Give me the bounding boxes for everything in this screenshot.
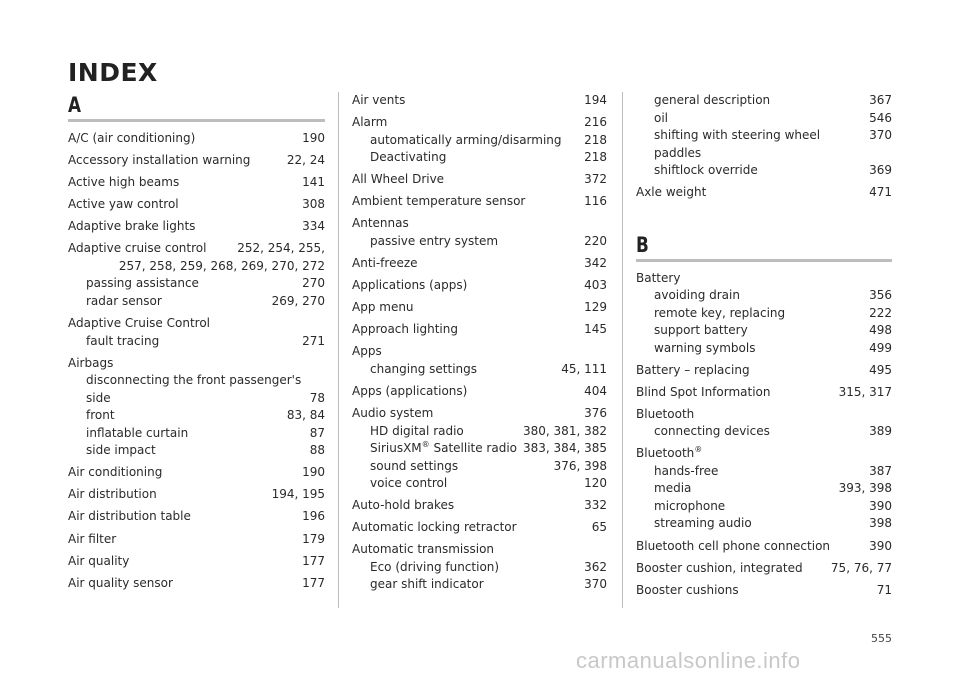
entry-term: support battery	[654, 323, 748, 338]
index-entry	[352, 277, 607, 295]
entry-term: Air conditioning	[68, 465, 163, 480]
entry-term: media	[654, 481, 692, 496]
index-subentry	[352, 559, 607, 577]
entry-pages: 499	[869, 340, 892, 355]
entry-term: gear shift indicator	[370, 577, 484, 592]
entry-pages: 495	[869, 362, 892, 377]
entry-term: Active yaw control	[68, 197, 179, 212]
entry-term: Auto-hold brakes	[352, 498, 455, 513]
entry-pages: 88	[309, 443, 325, 458]
index-entry	[352, 541, 607, 559]
index-entry	[352, 405, 607, 423]
entry-pages: 372	[584, 172, 607, 187]
entry-pages: 270	[302, 276, 325, 291]
index-subentry	[636, 515, 892, 533]
index-subentry	[68, 275, 325, 293]
entry-pages: 342	[584, 255, 607, 270]
index-entry	[352, 519, 607, 537]
index-entry	[352, 255, 607, 273]
index-entry	[636, 445, 892, 463]
entry-term: Active high beams	[68, 175, 180, 190]
entry-pages: 471	[869, 185, 892, 200]
entry-term: Automatic transmission	[352, 542, 495, 557]
entry-pages: 78	[309, 390, 325, 405]
entry-pages: 190	[302, 131, 325, 145]
entry-list	[636, 270, 892, 600]
index-subentry	[636, 480, 892, 498]
entry-pages: 498	[869, 323, 892, 338]
entry-term: A/C (air conditioning)	[68, 131, 196, 145]
watermark: carmanualsonline.info	[576, 648, 801, 673]
entry-pages: 380, 381, 382	[523, 423, 607, 438]
index-entry	[352, 343, 607, 361]
index-subentry	[636, 305, 892, 323]
entry-pages: 362	[584, 559, 607, 574]
index-entry	[352, 114, 607, 132]
index-entry	[352, 215, 607, 233]
entry-term: Airbags	[68, 355, 114, 370]
page-number: 555	[871, 632, 892, 645]
entry-pages: 141	[302, 175, 325, 190]
entry-term: fault tracing	[86, 333, 160, 348]
entry-pages: 404	[584, 383, 607, 398]
entry-term: Antennas	[352, 216, 409, 231]
index-entry	[636, 184, 892, 202]
entry-term: disconnecting the front passenger's	[86, 373, 302, 388]
entry-term: Deactivating	[370, 150, 447, 165]
index-subentry	[352, 132, 607, 150]
entry-term: connecting devices	[654, 424, 770, 439]
entry-term: Alarm	[352, 115, 388, 130]
entry-pages: 196	[302, 509, 325, 524]
index-entry	[68, 240, 325, 275]
entry-pages: 356	[869, 288, 892, 303]
entry-term: warning symbols	[654, 340, 756, 355]
entry-term: sound settings	[370, 458, 459, 473]
entry-pages: 71	[876, 582, 892, 597]
entry-term: Ambient temperature sensor	[352, 194, 526, 209]
index-subentry	[352, 361, 607, 379]
index-subentry	[352, 149, 607, 167]
entry-pages: 218	[584, 132, 607, 147]
entry-term: Booster cushion, integrated	[636, 560, 803, 575]
entry-pages-continued: 257, 258, 259, 268, 269, 270, 272	[118, 258, 325, 273]
entry-pages: 308	[302, 197, 325, 212]
entry-pages: 269, 270	[271, 293, 325, 308]
entry-pages: 22, 24	[286, 153, 325, 168]
entry-term: passing assistance	[86, 276, 199, 291]
entry-term: general description	[654, 93, 771, 107]
entry-term: Bluetooth	[636, 406, 695, 421]
entry-pages: 222	[869, 305, 892, 320]
entry-term: Adaptive Cruise Control	[68, 316, 211, 331]
entry-pages: 194	[584, 93, 607, 107]
index-subentry	[636, 127, 892, 162]
index-subentry	[636, 162, 892, 180]
entry-term: Battery	[636, 270, 681, 285]
entry-term: inflatable curtain	[86, 425, 189, 440]
entry-pages: 65	[591, 520, 607, 535]
index-entry	[636, 538, 892, 556]
index-entry	[68, 355, 325, 373]
entry-pages: 75, 76, 77	[830, 560, 892, 575]
index-entry	[352, 299, 607, 317]
index-entry	[352, 171, 607, 189]
entry-pages: 177	[302, 575, 325, 590]
entry-term: Air filter	[68, 531, 117, 546]
index-entry	[636, 270, 892, 288]
entry-list	[636, 92, 892, 202]
entry-term: Applications (apps)	[352, 278, 468, 293]
entry-term: SiriusXM® Satellite radio	[370, 440, 518, 456]
index-subentry	[68, 407, 325, 425]
entry-term: App menu	[352, 300, 414, 315]
entry-term: radar sensor	[86, 293, 162, 308]
index-entry	[352, 497, 607, 515]
entry-pages: 177	[302, 553, 325, 568]
column-divider	[622, 92, 623, 608]
index-column-3	[636, 92, 892, 599]
entry-term: Audio system	[352, 406, 434, 421]
index-subentry	[636, 322, 892, 340]
entry-pages: 376	[584, 406, 607, 421]
index-subentry	[636, 92, 892, 110]
entry-pages: 179	[302, 531, 325, 546]
entry-term: Blind Spot Information	[636, 384, 771, 399]
section-letter: B	[636, 232, 649, 257]
index-entry	[352, 321, 607, 339]
index-entry	[352, 193, 607, 211]
section-divider	[68, 119, 325, 122]
index-subentry	[68, 390, 325, 408]
entry-pages: 190	[302, 465, 325, 480]
entry-term: Air distribution	[68, 487, 157, 502]
entry-term: Axle weight	[636, 185, 707, 200]
entry-term: automatically arming/disarming	[370, 132, 562, 147]
index-entry	[68, 196, 325, 214]
entry-term: shiftlock override	[654, 163, 758, 177]
index-entry	[352, 383, 607, 401]
entry-pages: 383, 384, 385	[523, 441, 607, 456]
entry-term: Air quality	[68, 553, 130, 568]
index-column-1	[68, 92, 325, 592]
entry-pages: 252, 254, 255,	[237, 241, 325, 256]
entry-pages: 390	[869, 498, 892, 513]
index-subentry	[636, 498, 892, 516]
entry-term: Accessory installation warning	[68, 153, 251, 168]
entry-pages: 393, 398	[838, 481, 892, 496]
entry-list	[68, 130, 325, 592]
entry-term: Apps	[352, 344, 382, 359]
index-entry	[68, 152, 325, 170]
entry-pages: 546	[869, 110, 892, 125]
index-subentry	[352, 576, 607, 594]
index-subentry	[352, 458, 607, 476]
entry-term: front	[86, 408, 115, 423]
entry-term: All Wheel Drive	[352, 172, 445, 187]
entry-term: Bluetooth®	[636, 445, 703, 461]
index-entry	[68, 575, 325, 593]
entry-term: changing settings	[370, 361, 478, 376]
index-entry	[68, 130, 325, 148]
entry-pages: 376, 398	[553, 458, 607, 473]
index-subentry	[636, 287, 892, 305]
index-subentry	[68, 293, 325, 311]
entry-term: remote key, replacing	[654, 305, 786, 320]
index-entry	[68, 174, 325, 192]
entry-pages: 83, 84	[286, 408, 325, 423]
entry-pages: 370	[869, 128, 892, 142]
index-subentry	[68, 442, 325, 460]
index-subentry	[68, 425, 325, 443]
entry-term: Adaptive cruise control	[68, 241, 207, 256]
index-subentry	[352, 475, 607, 493]
index-entry	[636, 406, 892, 424]
entry-term: oil	[654, 110, 669, 125]
entry-term: Approach lighting	[352, 322, 458, 337]
entry-term: Adaptive brake lights	[68, 219, 196, 234]
index-entry	[68, 553, 325, 571]
entry-pages: 218	[584, 150, 607, 165]
entry-pages: 369	[869, 163, 892, 177]
index-entry	[636, 560, 892, 578]
entry-term: passive entry system	[370, 233, 499, 248]
entry-pages: 220	[584, 233, 607, 248]
entry-term: Apps (applications)	[352, 383, 468, 398]
entry-pages: 45, 111	[561, 361, 607, 376]
index-subentry	[636, 463, 892, 481]
index-subentry	[68, 333, 325, 351]
entry-pages: 389	[869, 424, 892, 439]
entry-term: side	[86, 390, 111, 405]
entry-term: HD digital radio	[370, 423, 464, 438]
column-divider	[338, 92, 339, 608]
entry-term: avoiding drain	[654, 288, 740, 303]
index-entry	[636, 582, 892, 600]
index-entry	[636, 384, 892, 402]
page-title: INDEX	[68, 58, 158, 87]
entry-pages: 194, 195	[271, 487, 325, 502]
entry-pages: 87	[309, 425, 325, 440]
index-subentry	[636, 110, 892, 128]
index-entry	[352, 92, 607, 110]
entry-pages: 334	[302, 219, 325, 234]
index-subentry	[636, 340, 892, 358]
entry-list	[352, 92, 607, 594]
index-subentry	[352, 233, 607, 251]
entry-term: Bluetooth cell phone connection	[636, 538, 831, 553]
entry-pages: 370	[584, 577, 607, 592]
index-entry	[68, 315, 325, 333]
entry-pages: 390	[869, 538, 892, 553]
entry-term: Eco (driving function)	[370, 559, 500, 574]
entry-pages: 116	[584, 194, 607, 209]
entry-pages: 387	[869, 463, 892, 478]
entry-pages: 129	[584, 300, 607, 315]
entry-term: Automatic locking retractor	[352, 520, 517, 535]
entry-pages: 403	[584, 278, 607, 293]
entry-term: Booster cushions	[636, 582, 739, 597]
entry-term: shifting with steering wheel paddles	[654, 128, 821, 160]
index-entry	[636, 362, 892, 380]
index-column-2	[352, 92, 607, 594]
entry-term: Anti-freeze	[352, 255, 418, 270]
section-divider	[636, 259, 892, 262]
index-entry	[68, 486, 325, 504]
section-letter: A	[68, 93, 82, 117]
entry-pages: 216	[584, 115, 607, 130]
entry-term: microphone	[654, 498, 726, 513]
index-subentry	[352, 440, 607, 458]
entry-pages: 145	[584, 322, 607, 337]
entry-term: Air quality sensor	[68, 575, 173, 590]
entry-pages: 271	[302, 333, 325, 348]
index-subentry	[636, 423, 892, 441]
entry-term: voice control	[370, 476, 448, 491]
entry-pages: 315, 317	[838, 384, 892, 399]
index-subentry	[352, 423, 607, 441]
entry-term: Air vents	[352, 93, 406, 107]
entry-term: Battery – replacing	[636, 362, 750, 377]
entry-term: Air distribution table	[68, 509, 191, 524]
index-entry	[68, 218, 325, 236]
index-entry	[68, 464, 325, 482]
entry-pages: 332	[584, 498, 607, 513]
index-entry	[68, 508, 325, 526]
entry-term: side impact	[86, 443, 156, 458]
entry-pages: 120	[584, 476, 607, 491]
entry-pages: 367	[869, 93, 892, 107]
entry-term: hands-free	[654, 463, 719, 478]
index-subentry	[68, 372, 325, 390]
index-entry	[68, 531, 325, 549]
entry-pages: 398	[869, 516, 892, 531]
entry-term: streaming audio	[654, 516, 752, 531]
